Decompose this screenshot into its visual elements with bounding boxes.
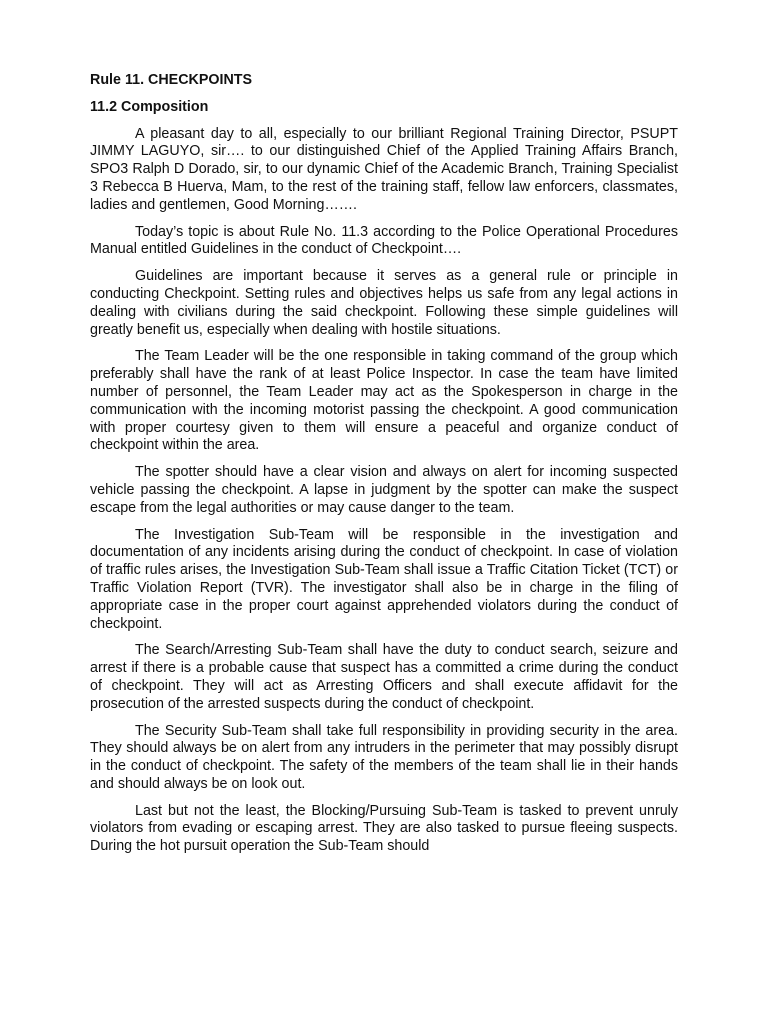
paragraph-security-sub-team: The Security Sub-Team shall take full responsibility in providing security in the area. They should always be on alert from any intruders in the perimeter that may possibly disrupt in the conduct of checkpoint. The safety of the members of the team shall lie in their hands and should always be on look out. (90, 722, 678, 792)
paragraph-spotter: The spotter should have a clear vision and always on alert for incoming suspected vehicle passing the checkpoint. A lapse in judgment by the spotter can make the suspect escape from the legal authorities or may cause danger to the team. (90, 464, 678, 516)
paragraph-search-arresting-sub-team: The Search/Arresting Sub-Team shall have the duty to conduct search, seizure and arrest if there is a probable cause that suspect has a committed a crime during the conduct of checkpoint. They will act as Arresting Officers and shall execute affidavit for the prosecution of the arrested suspects during the conduct of checkpoint. (90, 642, 678, 712)
paragraph-investigation-sub-team: The Investigation Sub-Team will be responsible in the investigation and documentation of any incidents arising during the conduct of checkpoint. In case of violation of traffic rules arises, the Investigation Sub-Team shall issue a Traffic Citation Ticket (TCT) or Traffic Violation Report (TVR). The investigator shall also be in charge in the filing of appropriate case in the proper court against apprehended violators during the conduct of checkpoint. (90, 526, 678, 632)
document-page (90, 72, 678, 856)
section-heading: 11.2 Composition (90, 98, 209, 115)
paragraph-guidelines: Guidelines are important because it serves as a general rule or principle in conducting Checkpoint. Setting rules and objectives helps us safe from any legal actions in dealing with civilians during the said checkpoint. Following these simple guidelines will greatly benefit us, especially when dealing with hostile situations. (90, 268, 678, 338)
paragraph-team-leader: The Team Leader will be the one responsible in taking command of the group which preferably shall have the rank of at least Police Inspector. In case the team have limited number of personnel, the Team Leader may act as the Spokesperson in charge in the communication with the incoming motorist passing the checkpoint. A good communication with proper courtesy given to them will ensure a peaceful and organize conduct of checkpoint within the area. (90, 348, 678, 454)
paragraph-greeting: A pleasant day to all, especially to our brilliant Regional Training Director, PSUPT JIMMY LAGUYO, sir…. to our distinguished Chief of the Applied Training Affairs Branch, SPO3 Ralph D Dorado, sir, to our dynamic Chief of the Academic Branch, Training Specialist 3 Rebecca B Huerva, Mam, to the rest of the training staff, fellow law enforcers, classmates, ladies and gentlemen, Good Morning……. (90, 125, 678, 213)
rule-heading: Rule 11. CHECKPOINTS (90, 72, 253, 88)
paragraph-blocking-pursuing-sub-team: Last but not the least, the Blocking/Pursuing Sub-Team is tasked to prevent unruly violators from evading or escaping arrest. They are also tasked to pursue fleeing suspects. During the hot pursuit operation the Sub-Team should (90, 802, 678, 855)
paragraph-topic: Today’s topic is about Rule No. 11.3 according to the Police Operational Procedures Manual entitled Guidelines in the conduct of Checkpoint…. (90, 223, 678, 258)
